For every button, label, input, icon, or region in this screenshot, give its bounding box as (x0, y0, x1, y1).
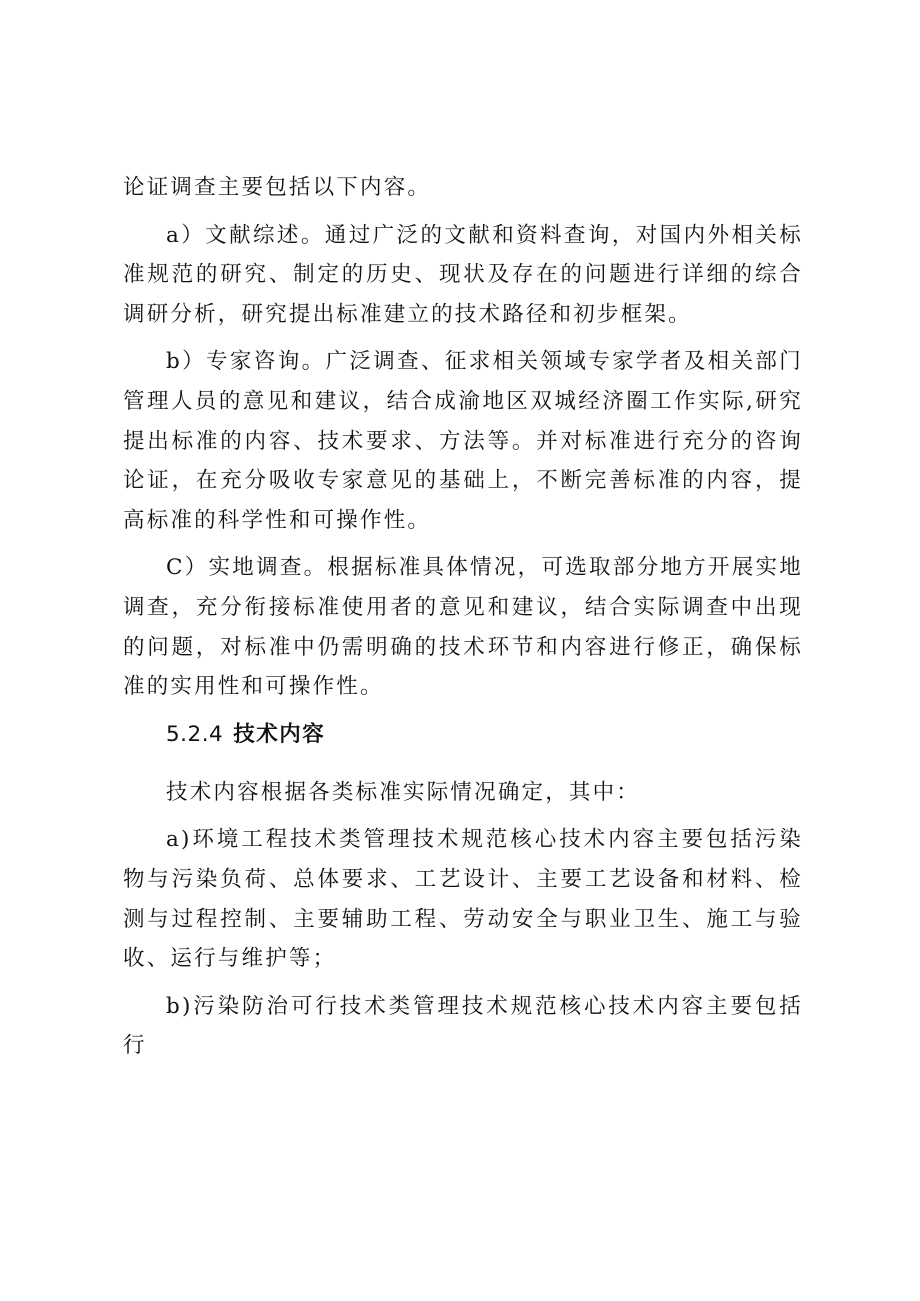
intro-paragraph: 论证调查主要包括以下内容。 (123, 175, 432, 200)
section-item-pollution-prevention: b)污染防治可行技术类管理技术规范核心技术内容主要包括行 (123, 993, 803, 1059)
item-expert-consultation: b）专家咨询。广泛调查、征求相关领域专家学者及相关部门管理人员的意见和建议，结合成渝地区双城经济圈工作实际,研究提出标准的内容、技术要求、方法等。并对标准进行充分的咨询论证，在充分吸收专家意见的基础上，不断完善标准的内容，提高标准的科学性和可操作性。 (123, 349, 803, 533)
section-intro-paragraph: 技术内容根据各类标准实际情况确定，其中： (166, 779, 641, 805)
document-page (123, 168, 803, 1066)
section-number: 5.2.4 (166, 721, 224, 747)
item-literature-review: a）文献综述。通过广泛的文献和资料查询，对国内外相关标准规范的研究、制定的历史、现状及存在的问题进行详细的综合调研分析，研究提出标准建立的技术路径和初步框架。 (123, 222, 803, 327)
section-item-environmental-engineering: a)环境工程技术类管理技术规范核心技术内容主要包括污染物与污染负荷、总体要求、工艺设计、主要工艺设备和材料、检测与过程控制、主要辅助工程、劳动安全与职业卫生、施工与验收、运行与维护等； (123, 827, 803, 972)
item-field-survey: C）实地调查。根据标准具体情况，可选取部分地方开展实地调查，充分衔接标准使用者的意见和建议，结合实际调查中出现的问题，对标准中仍需明确的技术环节和内容进行修正，确保标准的实用性和可操作性。 (123, 555, 803, 700)
section-heading (166, 715, 803, 755)
section-title: 技术内容 (233, 721, 326, 747)
